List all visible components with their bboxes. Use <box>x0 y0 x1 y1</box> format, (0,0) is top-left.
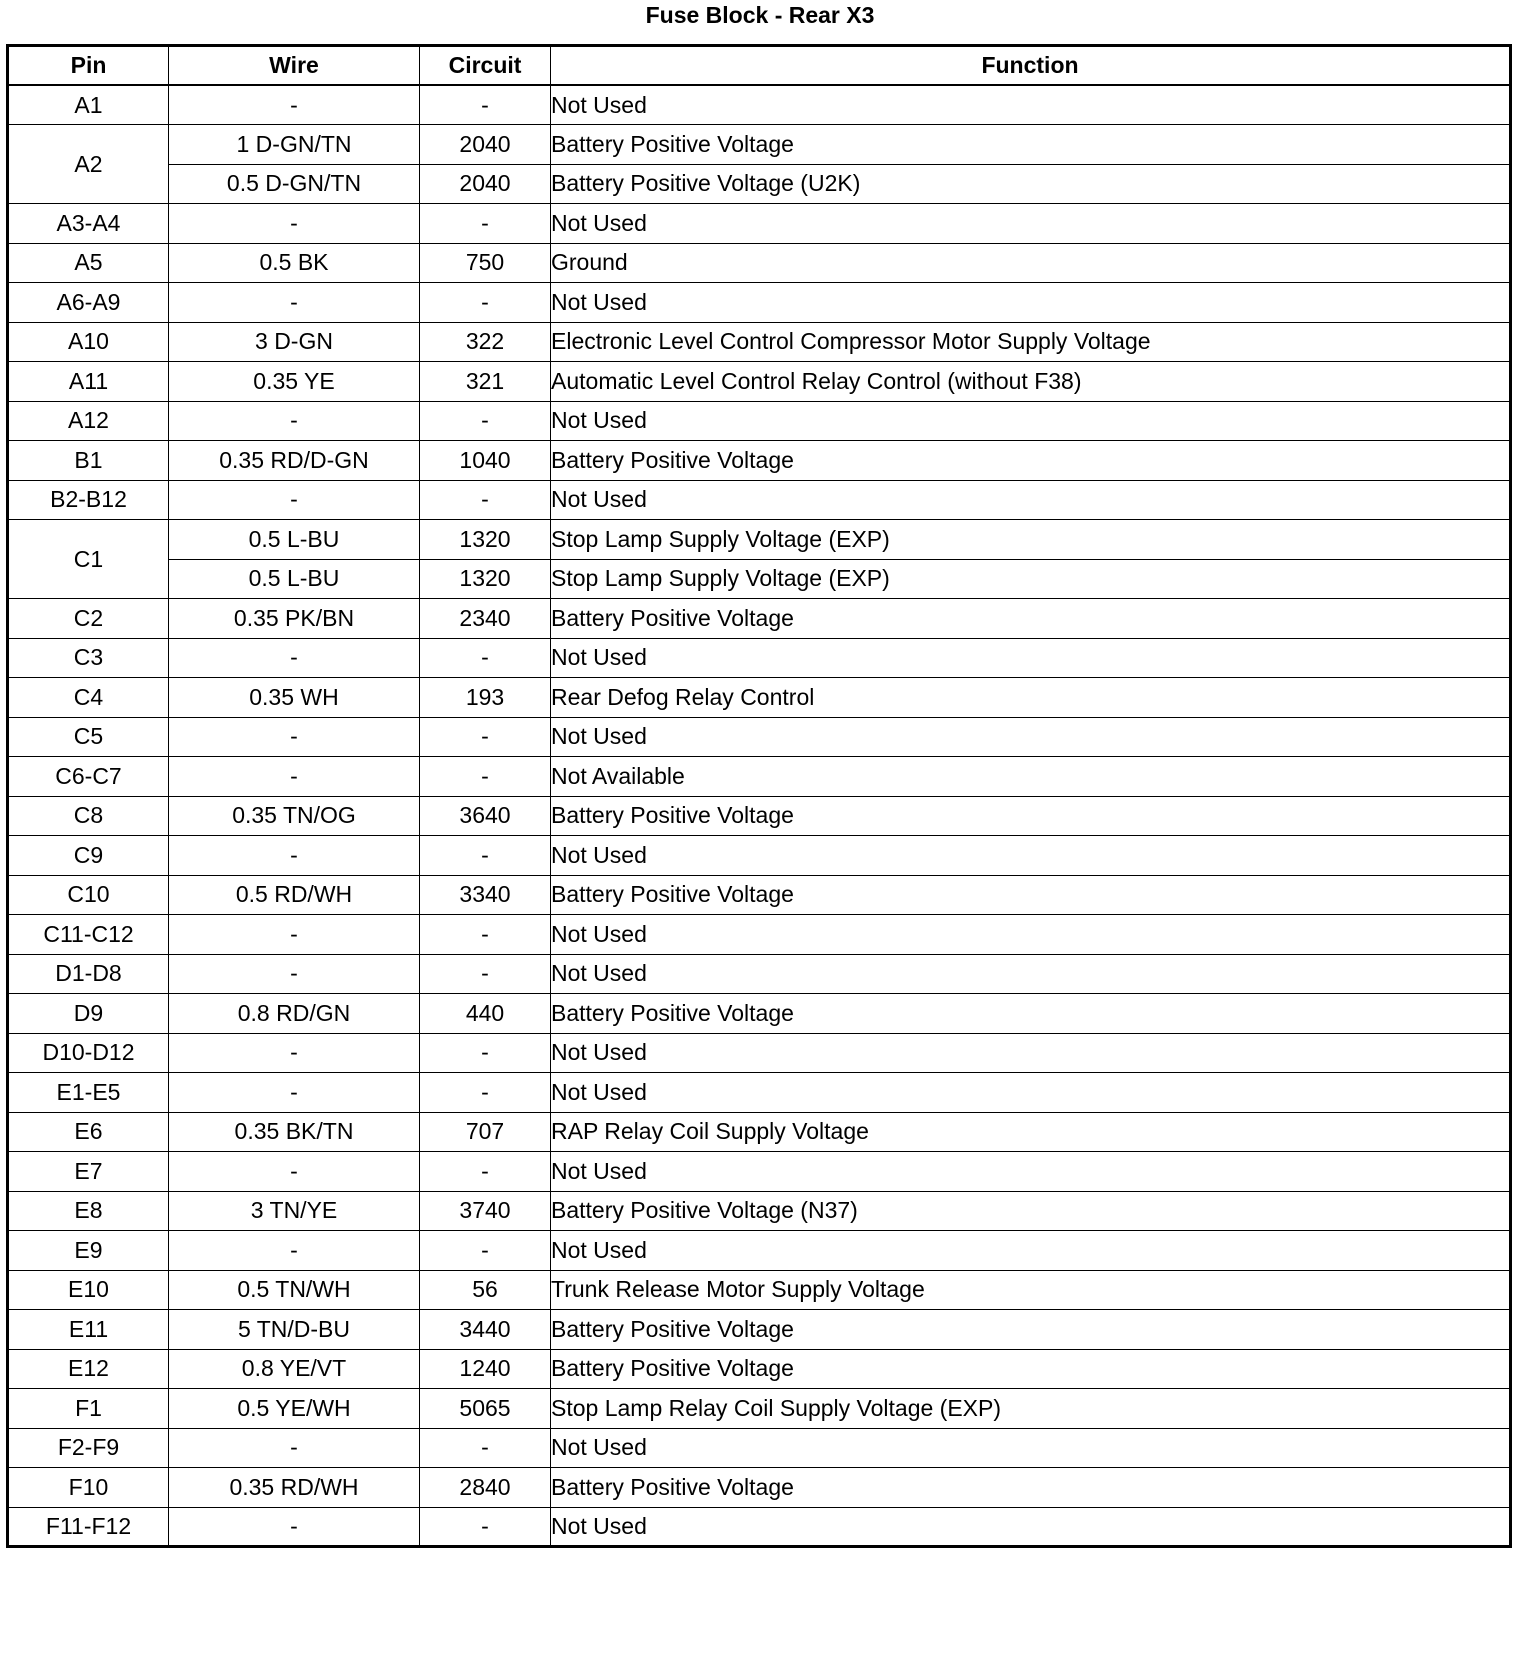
table-row <box>8 1112 1511 1152</box>
function-cell: Not Available <box>551 757 1511 797</box>
circuit-cell: 2340 <box>420 599 551 639</box>
pin-cell: C9 <box>8 836 169 876</box>
pin-cell: B1 <box>8 441 169 481</box>
table-header-row <box>8 46 1511 86</box>
wire-cell: 5 TN/D-BU <box>169 1310 420 1350</box>
function-cell: Not Used <box>551 836 1511 876</box>
circuit-cell: - <box>420 1033 551 1073</box>
circuit-cell: 322 <box>420 322 551 362</box>
wire-cell: 0.5 RD/WH <box>169 875 420 915</box>
table-row <box>8 1073 1511 1113</box>
pin-cell: A10 <box>8 322 169 362</box>
function-cell: Ground <box>551 243 1511 283</box>
circuit-cell: - <box>420 1231 551 1271</box>
function-cell: Rear Defog Relay Control <box>551 678 1511 718</box>
table-row <box>8 599 1511 639</box>
wire-cell: - <box>169 915 420 955</box>
wire-cell: - <box>169 204 420 244</box>
circuit-cell: 440 <box>420 994 551 1034</box>
wire-cell: 3 TN/YE <box>169 1191 420 1231</box>
table-row <box>8 1231 1511 1271</box>
function-cell: Not Used <box>551 1073 1511 1113</box>
pin-cell: E11 <box>8 1310 169 1350</box>
function-cell: Stop Lamp Supply Voltage (EXP) <box>551 559 1511 599</box>
table-row <box>8 1152 1511 1192</box>
function-cell: Not Used <box>551 204 1511 244</box>
table-row <box>8 954 1511 994</box>
circuit-cell: 56 <box>420 1270 551 1310</box>
wire-cell: - <box>169 1152 420 1192</box>
wire-cell: - <box>169 1507 420 1547</box>
circuit-cell: - <box>420 717 551 757</box>
circuit-cell: 3440 <box>420 1310 551 1350</box>
circuit-cell: - <box>420 283 551 323</box>
pin-cell: A3-A4 <box>8 204 169 244</box>
table-row <box>8 1507 1511 1547</box>
pin-cell: E6 <box>8 1112 169 1152</box>
circuit-cell: 2040 <box>420 125 551 165</box>
function-cell: Not Used <box>551 1152 1511 1192</box>
function-cell: Automatic Level Control Relay Control (without F38) <box>551 362 1511 402</box>
pin-cell: A12 <box>8 401 169 441</box>
circuit-cell: 3340 <box>420 875 551 915</box>
circuit-cell: 2040 <box>420 164 551 204</box>
pin-cell: C5 <box>8 717 169 757</box>
function-cell: Not Used <box>551 717 1511 757</box>
function-cell: Battery Positive Voltage <box>551 599 1511 639</box>
function-cell: Battery Positive Voltage <box>551 125 1511 165</box>
pin-cell: F11-F12 <box>8 1507 169 1547</box>
circuit-cell: - <box>420 85 551 125</box>
table-row <box>8 836 1511 876</box>
table-row <box>8 915 1511 955</box>
table-row <box>8 362 1511 402</box>
table-row <box>8 520 1511 560</box>
wire-cell: - <box>169 1231 420 1271</box>
table-row <box>8 1349 1511 1389</box>
wire-cell: 0.5 TN/WH <box>169 1270 420 1310</box>
wire-cell: 0.35 RD/WH <box>169 1468 420 1508</box>
wire-cell: 0.8 RD/GN <box>169 994 420 1034</box>
circuit-cell: - <box>420 954 551 994</box>
table-row <box>8 1468 1511 1508</box>
circuit-cell: - <box>420 401 551 441</box>
function-cell: Not Used <box>551 1033 1511 1073</box>
table-row <box>8 283 1511 323</box>
table-row <box>8 1270 1511 1310</box>
table-row <box>8 875 1511 915</box>
column-header-pin: Pin <box>8 46 169 86</box>
wire-cell: 0.5 L-BU <box>169 559 420 599</box>
circuit-cell: 193 <box>420 678 551 718</box>
circuit-cell: - <box>420 757 551 797</box>
pin-cell: E1-E5 <box>8 1073 169 1113</box>
pin-cell: E12 <box>8 1349 169 1389</box>
function-cell: Electronic Level Control Compressor Motor Supply Voltage <box>551 322 1511 362</box>
wire-cell: 3 D-GN <box>169 322 420 362</box>
table-row <box>8 480 1511 520</box>
pin-cell: C2 <box>8 599 169 639</box>
circuit-cell: - <box>420 1428 551 1468</box>
pin-cell: F2-F9 <box>8 1428 169 1468</box>
function-cell: Battery Positive Voltage (N37) <box>551 1191 1511 1231</box>
pin-cell: C8 <box>8 796 169 836</box>
table-row <box>8 322 1511 362</box>
function-cell: Battery Positive Voltage (U2K) <box>551 164 1511 204</box>
function-cell: Not Used <box>551 1231 1511 1271</box>
wire-cell: 0.35 BK/TN <box>169 1112 420 1152</box>
table-row <box>8 401 1511 441</box>
pin-cell: D1-D8 <box>8 954 169 994</box>
function-cell: Not Used <box>551 954 1511 994</box>
function-cell: Stop Lamp Supply Voltage (EXP) <box>551 520 1511 560</box>
pin-cell: E10 <box>8 1270 169 1310</box>
wire-cell: 0.35 RD/D-GN <box>169 441 420 481</box>
table-row <box>8 638 1511 678</box>
circuit-cell: 707 <box>420 1112 551 1152</box>
table-row <box>8 1428 1511 1468</box>
wire-cell: - <box>169 1033 420 1073</box>
function-cell: Battery Positive Voltage <box>551 441 1511 481</box>
function-cell: Not Used <box>551 85 1511 125</box>
function-cell: Not Used <box>551 1428 1511 1468</box>
column-header-circuit: Circuit <box>420 46 551 86</box>
wire-cell: 0.5 YE/WH <box>169 1389 420 1429</box>
pin-cell: A1 <box>8 85 169 125</box>
wire-cell: - <box>169 638 420 678</box>
pin-cell: C3 <box>8 638 169 678</box>
table-row <box>8 164 1511 204</box>
circuit-cell: 3740 <box>420 1191 551 1231</box>
function-cell: Not Used <box>551 1507 1511 1547</box>
table-row <box>8 441 1511 481</box>
function-cell: Stop Lamp Relay Coil Supply Voltage (EXP) <box>551 1389 1511 1429</box>
circuit-cell: 1040 <box>420 441 551 481</box>
table-row <box>8 1389 1511 1429</box>
table-row <box>8 1191 1511 1231</box>
wire-cell: 0.8 YE/VT <box>169 1349 420 1389</box>
circuit-cell: 321 <box>420 362 551 402</box>
table-row <box>8 243 1511 283</box>
table-row <box>8 1310 1511 1350</box>
circuit-cell: - <box>420 204 551 244</box>
circuit-cell: 5065 <box>420 1389 551 1429</box>
table-row <box>8 717 1511 757</box>
pin-cell: F10 <box>8 1468 169 1508</box>
function-cell: Trunk Release Motor Supply Voltage <box>551 1270 1511 1310</box>
pin-cell: E9 <box>8 1231 169 1271</box>
column-header-function: Function <box>551 46 1511 86</box>
pin-cell: E8 <box>8 1191 169 1231</box>
function-cell: Battery Positive Voltage <box>551 994 1511 1034</box>
wire-cell: 1 D-GN/TN <box>169 125 420 165</box>
function-cell: Not Used <box>551 480 1511 520</box>
table-row <box>8 85 1511 125</box>
page-title: Fuse Block - Rear X3 <box>645 2 875 28</box>
circuit-cell: - <box>420 638 551 678</box>
column-header-wire: Wire <box>169 46 420 86</box>
table-row <box>8 757 1511 797</box>
wire-cell: - <box>169 401 420 441</box>
circuit-cell: 1320 <box>420 559 551 599</box>
pin-cell: C4 <box>8 678 169 718</box>
wire-cell: 0.5 L-BU <box>169 520 420 560</box>
circuit-cell: 1240 <box>420 1349 551 1389</box>
wire-cell: 0.35 YE <box>169 362 420 402</box>
wire-cell: - <box>169 717 420 757</box>
pin-cell: A11 <box>8 362 169 402</box>
pin-cell: C10 <box>8 875 169 915</box>
pin-cell: C11-C12 <box>8 915 169 955</box>
wire-cell: 0.5 BK <box>169 243 420 283</box>
table-row <box>8 678 1511 718</box>
function-cell: Battery Positive Voltage <box>551 875 1511 915</box>
table-row <box>8 204 1511 244</box>
wire-cell: - <box>169 480 420 520</box>
pin-cell: A6-A9 <box>8 283 169 323</box>
function-cell: Battery Positive Voltage <box>551 796 1511 836</box>
function-cell: Battery Positive Voltage <box>551 1310 1511 1350</box>
wire-cell: - <box>169 757 420 797</box>
connector-pin-table <box>6 44 1512 1548</box>
pin-cell: E7 <box>8 1152 169 1192</box>
circuit-cell: - <box>420 1073 551 1113</box>
pin-cell: A2 <box>8 125 169 204</box>
wire-cell: - <box>169 954 420 994</box>
wire-cell: 0.35 WH <box>169 678 420 718</box>
pin-cell: D9 <box>8 994 169 1034</box>
table-row <box>8 796 1511 836</box>
function-cell: Not Used <box>551 401 1511 441</box>
circuit-cell: 3640 <box>420 796 551 836</box>
circuit-cell: 750 <box>420 243 551 283</box>
circuit-cell: - <box>420 1152 551 1192</box>
pin-cell: C1 <box>8 520 169 599</box>
table-row <box>8 1033 1511 1073</box>
circuit-cell: - <box>420 915 551 955</box>
wire-cell: 0.35 TN/OG <box>169 796 420 836</box>
pin-cell: C6-C7 <box>8 757 169 797</box>
wire-cell: - <box>169 283 420 323</box>
function-cell: Not Used <box>551 638 1511 678</box>
wire-cell: - <box>169 836 420 876</box>
function-cell: Battery Positive Voltage <box>551 1349 1511 1389</box>
circuit-cell: - <box>420 1507 551 1547</box>
circuit-cell: 1320 <box>420 520 551 560</box>
pin-cell: B2-B12 <box>8 480 169 520</box>
function-cell: Not Used <box>551 283 1511 323</box>
table-row <box>8 994 1511 1034</box>
table-row <box>8 559 1511 599</box>
function-cell: Battery Positive Voltage <box>551 1468 1511 1508</box>
function-cell: Not Used <box>551 915 1511 955</box>
pin-cell: D10-D12 <box>8 1033 169 1073</box>
function-cell: RAP Relay Coil Supply Voltage <box>551 1112 1511 1152</box>
circuit-cell: - <box>420 836 551 876</box>
wire-cell: - <box>169 1428 420 1468</box>
wire-cell: 0.35 PK/BN <box>169 599 420 639</box>
wire-cell: 0.5 D-GN/TN <box>169 164 420 204</box>
pin-cell: A5 <box>8 243 169 283</box>
pin-cell: F1 <box>8 1389 169 1429</box>
circuit-cell: - <box>420 480 551 520</box>
circuit-cell: 2840 <box>420 1468 551 1508</box>
wire-cell: - <box>169 85 420 125</box>
wire-cell: - <box>169 1073 420 1113</box>
table-row <box>8 125 1511 165</box>
